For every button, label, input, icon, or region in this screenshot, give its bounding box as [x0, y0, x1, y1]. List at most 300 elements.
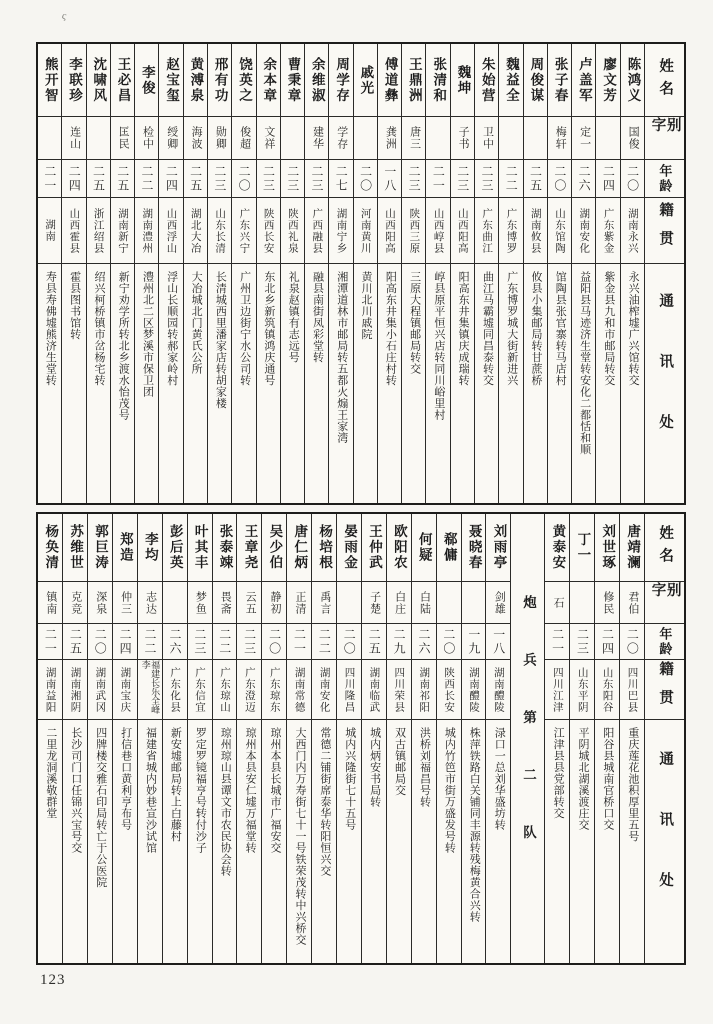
person-name — [524, 44, 547, 117]
person-zi-text: 龚洲 — [384, 126, 397, 150]
person-origin — [329, 198, 352, 264]
person-column — [187, 514, 212, 963]
person-name-text: 饶英之 — [236, 56, 252, 104]
person-name-text: 杨培根 — [317, 524, 333, 571]
person-column — [523, 44, 547, 503]
person-address-text: 城内竹笆市街万盛发号转 — [443, 727, 456, 854]
person-zi-text: 建华 — [311, 126, 324, 150]
person-address — [287, 720, 311, 963]
person-origin — [524, 198, 547, 264]
person-name-text: 周学存 — [334, 56, 350, 104]
person-address-text: 新安墟邮局转上白藤村 — [169, 727, 182, 842]
person-age — [451, 160, 474, 198]
person-zi — [354, 117, 377, 160]
person-address — [88, 720, 112, 963]
person-origin-text: 山西浮山 — [165, 207, 177, 254]
person-origin — [378, 198, 401, 264]
header-name-label — [645, 44, 684, 117]
person-name — [113, 514, 137, 582]
person-origin-text: 广东博罗 — [505, 207, 517, 254]
person-age-text: 二七 — [334, 164, 349, 193]
person-zi — [63, 582, 87, 624]
person-name — [88, 514, 112, 582]
person-zi — [188, 582, 212, 624]
unit-divider-cell — [511, 514, 544, 963]
person-column — [544, 514, 569, 963]
header-zi-label — [645, 117, 684, 160]
roster-table-top — [36, 42, 686, 505]
person-zi-text: 定一 — [578, 126, 591, 150]
person-origin-text: 湖南永兴 — [626, 207, 638, 254]
person-zi — [262, 582, 286, 624]
person-address — [159, 264, 182, 503]
person-name — [111, 44, 134, 117]
person-zi-text: 匡民 — [117, 126, 130, 150]
person-column — [436, 514, 461, 963]
person-name-text: 李均 — [142, 532, 158, 563]
person-origin — [621, 198, 644, 264]
person-name-text: 张子春 — [552, 56, 568, 104]
person-name — [38, 44, 61, 117]
person-origin — [138, 660, 162, 720]
person-column — [450, 44, 474, 503]
person-address-text: 霍县图书馆转 — [68, 271, 81, 340]
person-age — [63, 624, 87, 660]
person-name — [486, 514, 510, 582]
person-address — [595, 720, 619, 963]
person-name — [548, 44, 571, 117]
person-zi — [38, 582, 62, 624]
person-origin-text: 湖北大冶 — [189, 207, 201, 254]
person-name — [38, 514, 62, 582]
person-age-text: 二二 — [140, 164, 155, 193]
person-zi — [163, 582, 187, 624]
person-age-text: 二〇 — [237, 164, 252, 193]
person-origin-text: 湖南益阳 — [44, 666, 56, 713]
person-address — [237, 720, 261, 963]
person-column — [401, 44, 425, 503]
person-age-text: 二〇 — [93, 627, 108, 656]
person-name — [208, 44, 231, 117]
person-origin — [596, 198, 619, 264]
person-name — [135, 44, 158, 117]
person-name-text: 陈鸿义 — [625, 56, 641, 104]
person-address-text: 阳谷县城南官桥口交 — [601, 727, 614, 831]
person-column — [137, 514, 162, 963]
person-address-text: 琼州琼山县谭文市农民协会转 — [219, 727, 232, 877]
person-address — [312, 720, 336, 963]
person-origin — [135, 198, 158, 264]
person-age-text: 二六 — [167, 627, 182, 656]
person-name-text: 张清和 — [431, 56, 447, 104]
person-zi — [475, 117, 498, 160]
person-name-text: 王章尧 — [242, 524, 258, 571]
person-name-text: 朱始营 — [479, 56, 495, 104]
person-name-text: 丁一 — [575, 532, 591, 563]
person-zi-text: 勋卿 — [214, 126, 227, 150]
person-origin — [462, 660, 486, 720]
person-address — [111, 264, 134, 503]
person-name — [387, 514, 411, 582]
person-address — [570, 720, 594, 963]
header-age-label-text: 年龄 — [657, 626, 673, 657]
person-column — [207, 44, 231, 503]
person-name — [545, 514, 569, 582]
person-name-text: 邢有功 — [212, 56, 228, 104]
person-origin-text: 湖南醴陵 — [468, 666, 480, 713]
person-origin-text: 山东平阴 — [576, 666, 588, 713]
person-address — [462, 720, 486, 963]
person-origin-text: 陕西长安 — [262, 207, 274, 254]
person-zi — [595, 582, 619, 624]
person-origin — [402, 198, 425, 264]
person-name-text: 黄泰安 — [550, 524, 566, 571]
header-column — [644, 44, 684, 503]
person-origin-text: 广东信宜 — [194, 666, 206, 713]
person-name — [213, 514, 237, 582]
person-age — [213, 624, 237, 660]
person-address-text: 二里龙洞溪敬群堂 — [44, 727, 57, 819]
person-zi — [596, 117, 619, 160]
header-zi-label-text: 别字 — [649, 582, 681, 605]
person-address — [475, 264, 498, 503]
person-origin-text: 山东长清 — [214, 207, 226, 254]
person-address-text: 黄川北川戚院 — [360, 271, 373, 340]
person-origin-text: 四川隆昌 — [343, 666, 355, 713]
person-origin-text: 四川江津 — [551, 666, 563, 713]
person-column — [595, 44, 619, 503]
person-column — [110, 44, 134, 503]
person-address — [63, 720, 87, 963]
person-name — [329, 44, 352, 117]
person-name-text: 欧阳农 — [391, 524, 407, 571]
person-zi — [362, 582, 386, 624]
person-origin — [451, 198, 474, 264]
person-address-text: 阳高东井集小石庄村转 — [384, 271, 397, 386]
person-age — [475, 160, 498, 198]
person-age — [257, 160, 280, 198]
person-origin — [572, 198, 595, 264]
person-origin — [387, 660, 411, 720]
person-address — [232, 264, 255, 503]
person-origin — [257, 198, 280, 264]
person-zi-text: 学存 — [335, 126, 348, 150]
person-column — [183, 44, 207, 503]
person-origin — [362, 660, 386, 720]
person-origin — [281, 198, 304, 264]
person-origin-text: 湖南临武 — [368, 666, 380, 713]
person-age — [312, 624, 336, 660]
person-address-text: 长沙司门口任锦兴宝号交 — [69, 727, 82, 854]
person-address — [305, 264, 328, 503]
person-zi-text: 海波 — [190, 126, 203, 150]
person-origin-text: 广东兴宁 — [238, 207, 250, 254]
person-origin-text: 浙江绍县 — [92, 207, 104, 254]
person-zi — [451, 117, 474, 160]
person-name-text: 赵宝玺 — [164, 56, 180, 104]
person-age-text: 二五 — [115, 164, 130, 193]
header-origin-label-text: 籍贯 — [657, 202, 674, 259]
person-age-text: 二三 — [310, 164, 324, 193]
person-name — [159, 44, 182, 117]
person-zi — [426, 117, 449, 160]
person-zi — [135, 117, 158, 160]
person-name-text: 唐靖澜 — [625, 524, 641, 571]
person-zi — [462, 582, 486, 624]
person-address — [451, 264, 474, 503]
person-zi — [387, 582, 411, 624]
person-zi — [257, 117, 280, 160]
person-age-text: 二二 — [504, 164, 519, 193]
person-column — [162, 514, 187, 963]
person-age-text: 二〇 — [342, 627, 357, 656]
person-origin — [337, 660, 361, 720]
person-origin — [412, 660, 436, 720]
roster-table-bottom — [36, 512, 686, 965]
person-zi-text: 克竞 — [69, 590, 82, 615]
person-address — [62, 264, 85, 503]
person-origin-text: 湖南安化 — [578, 207, 590, 254]
person-name — [232, 44, 255, 117]
person-address — [499, 264, 522, 503]
person-address-text: 紫金县九和市邮局转交 — [602, 271, 615, 386]
person-zi-text: 深泉 — [94, 590, 107, 615]
person-column — [62, 514, 87, 963]
person-origin — [499, 198, 522, 264]
person-age — [387, 624, 411, 660]
person-name — [451, 44, 474, 117]
person-age — [572, 160, 595, 198]
person-zi-text: 卫中 — [481, 126, 494, 150]
person-name-text: 沈啸风 — [91, 56, 107, 104]
person-address — [257, 264, 280, 503]
person-origin — [305, 198, 328, 264]
person-address — [524, 264, 547, 503]
person-column — [619, 514, 644, 963]
person-name — [572, 44, 595, 117]
person-address — [486, 720, 510, 963]
header-age-label-text: 年龄 — [657, 163, 673, 194]
person-column — [311, 514, 336, 963]
person-origin — [38, 660, 62, 720]
person-column — [61, 44, 85, 503]
person-name — [437, 514, 461, 582]
person-zi — [87, 117, 110, 160]
header-origin-label — [645, 198, 684, 264]
person-zi — [38, 117, 61, 160]
person-column — [336, 514, 361, 963]
person-age-text: 二〇 — [625, 164, 640, 193]
person-zi — [287, 582, 311, 624]
person-origin — [486, 660, 510, 720]
person-age-text: 二〇 — [625, 627, 640, 656]
person-column — [461, 514, 486, 963]
person-age-text: 二三 — [192, 627, 207, 656]
person-column — [485, 514, 510, 963]
person-age — [287, 624, 311, 660]
person-origin — [426, 198, 449, 264]
person-zi — [138, 582, 162, 624]
person-column — [38, 514, 62, 963]
person-age — [184, 160, 207, 198]
person-zi — [378, 117, 401, 160]
person-address-text: 绍兴柯桥镇市岔杨宅转 — [92, 271, 105, 386]
person-age-text: 二五 — [367, 627, 382, 656]
person-address — [184, 264, 207, 503]
person-age-text: 二一 — [43, 627, 58, 656]
person-name — [281, 44, 304, 117]
person-origin — [548, 198, 571, 264]
person-name-text: 王仲武 — [366, 524, 382, 571]
person-address — [426, 264, 449, 503]
person-zi-text: 俊超 — [238, 126, 251, 150]
person-column — [256, 44, 280, 503]
person-origin-text: 广东化县 — [169, 666, 181, 713]
person-column — [280, 44, 304, 503]
person-name-text: 刘雨亭 — [491, 524, 507, 571]
person-address-text: 益阳县马迹济生堂转安化二都恬和顺 — [578, 271, 591, 455]
person-zi — [437, 582, 461, 624]
person-name — [475, 44, 498, 117]
person-zi — [208, 117, 231, 160]
person-age — [595, 624, 619, 660]
person-origin — [163, 660, 187, 720]
person-address — [402, 264, 425, 503]
person-age — [437, 624, 461, 660]
person-age-text: 二〇 — [552, 164, 567, 193]
person-address-text: 曲江马霸墟同昌泰转交 — [481, 271, 494, 386]
person-column — [571, 44, 595, 503]
person-zi — [213, 582, 237, 624]
scan-corner-mark: ς — [60, 9, 68, 23]
person-address-text: 阳高东井集镇庆成瑞转 — [457, 271, 470, 386]
person-origin-text: 陕西礼泉 — [286, 207, 298, 254]
person-address — [163, 720, 187, 963]
person-age — [545, 624, 569, 660]
person-origin-text: 广东澄迈 — [243, 666, 255, 713]
person-origin — [570, 660, 594, 720]
header-column — [644, 514, 684, 963]
person-name — [237, 514, 261, 582]
unit-divider-label: 炮兵第二队 — [520, 594, 536, 883]
person-address-text: 寿县寿佛墟熊济生堂转 — [44, 271, 57, 386]
person-age-text: 二三 — [285, 164, 300, 193]
person-origin — [62, 198, 85, 264]
person-address-text: 礼泉赵镇有志远号 — [287, 271, 300, 363]
person-name — [87, 44, 110, 117]
person-address — [281, 264, 304, 503]
person-name-text: 卢盖军 — [576, 56, 592, 104]
person-column — [112, 514, 137, 963]
person-age-text: 二六 — [577, 164, 592, 193]
person-origin — [63, 660, 87, 720]
person-origin — [354, 198, 377, 264]
person-address-text: 四牌楼交雅石印局转亡于公医院 — [94, 727, 107, 888]
person-age — [38, 160, 61, 198]
person-column — [328, 44, 352, 503]
person-age-text: 二六 — [417, 627, 431, 656]
person-name-text: 熊开智 — [42, 56, 58, 104]
person-zi — [62, 117, 85, 160]
person-zi — [486, 582, 510, 624]
person-address — [437, 720, 461, 963]
person-name-text: 魏益全 — [504, 56, 520, 104]
person-name-text: 郭巨涛 — [93, 524, 108, 571]
person-address-text: 罗定罗镜福亨号转付沙子 — [194, 727, 207, 854]
person-name — [596, 44, 619, 117]
person-age — [38, 624, 62, 660]
person-name — [595, 514, 619, 582]
person-origin — [184, 198, 207, 264]
person-age-text: 一八 — [491, 627, 506, 656]
person-origin-text: 湖南湘阴 — [69, 666, 81, 713]
person-address — [620, 720, 644, 963]
person-name — [412, 514, 436, 582]
person-address-text: 琼州本县长城市广福安交 — [269, 727, 282, 854]
person-origin — [595, 660, 619, 720]
person-age — [402, 160, 425, 198]
person-address-text: 琼州本县安仁墟万福堂转 — [244, 727, 257, 854]
person-age — [188, 624, 212, 660]
person-origin — [545, 660, 569, 720]
person-age — [337, 624, 361, 660]
person-name-text: 彭后英 — [167, 524, 183, 571]
person-age-text: 二五 — [528, 164, 543, 193]
person-name-text: 晏雨金 — [342, 524, 358, 571]
person-origin-text: 湖南武冈 — [94, 666, 106, 713]
person-zi — [412, 582, 436, 624]
person-address-text: 东北乡新筑镇鸿庆通号 — [262, 271, 275, 386]
person-column — [261, 514, 286, 963]
person-name-text: 李俊 — [139, 64, 155, 96]
person-name — [378, 44, 401, 117]
person-address-text: 馆陶县张官寨转马店村 — [554, 271, 567, 386]
person-name-text: 黄溥泉 — [188, 56, 204, 104]
header-zi-label — [645, 582, 684, 624]
person-zi — [184, 117, 207, 160]
person-name-text: 傅道彝 — [382, 56, 398, 104]
person-origin-text: 广东琼东 — [268, 666, 280, 713]
person-name — [620, 514, 644, 582]
person-name-text: 郑造 — [117, 532, 133, 563]
person-name — [570, 514, 594, 582]
person-name-text: 魏坤 — [455, 64, 471, 96]
person-zi-text: 镇南 — [44, 590, 57, 615]
person-age-text: 二九 — [392, 627, 407, 656]
person-age — [570, 624, 594, 660]
person-zi — [305, 117, 328, 160]
person-origin — [475, 198, 498, 264]
person-age — [412, 624, 436, 660]
person-origin-text: 湖南攸县 — [529, 207, 541, 254]
person-address — [621, 264, 644, 503]
person-age — [596, 160, 619, 198]
person-name-text: 吴少伯 — [267, 524, 283, 571]
person-age-text: 二二 — [217, 627, 232, 656]
header-address-label-text: 通讯处 — [657, 750, 674, 933]
person-origin-text: 湖南祁阳 — [418, 666, 430, 713]
person-zi — [545, 582, 569, 624]
person-address — [412, 720, 436, 963]
person-zi-text: 国俊 — [627, 126, 640, 150]
person-zi — [159, 117, 182, 160]
person-age — [208, 160, 231, 198]
person-address-text: 城内炳安书局转 — [368, 727, 381, 808]
person-age — [329, 160, 352, 198]
person-address-text: 洪桥刘福昌号转 — [418, 727, 431, 808]
person-origin-text: 湖南新宁 — [116, 207, 128, 254]
person-age-text: 二〇 — [441, 627, 456, 656]
